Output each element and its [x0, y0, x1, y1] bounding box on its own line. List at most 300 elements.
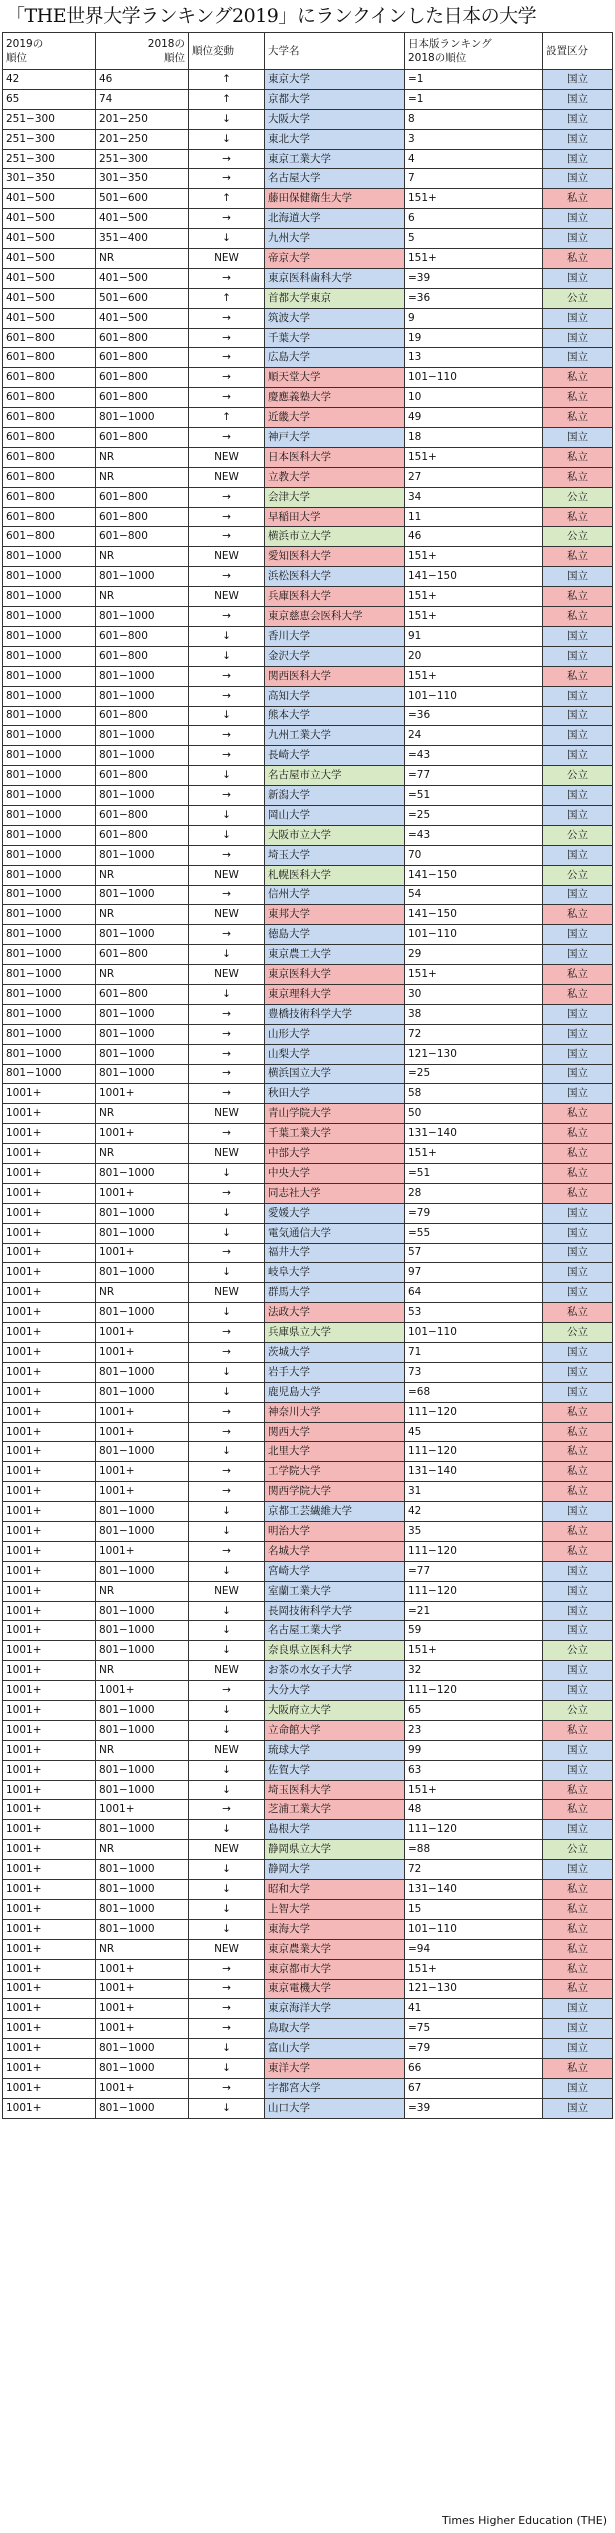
cell-establishment-type: 私立 [543, 1800, 613, 1820]
cell-rank-2018: NR [96, 1661, 189, 1681]
cell-establishment-type: 国立 [543, 308, 613, 328]
cell-establishment-type: 私立 [543, 408, 613, 428]
cell-rank-2018: 601−800 [96, 527, 189, 547]
cell-rank-2018: 1001+ [96, 1183, 189, 1203]
cell-university-name: 昭和大学 [265, 1880, 405, 1900]
cell-university-name: 横浜国立大学 [265, 1064, 405, 1084]
cell-university-name: 東京医科大学 [265, 965, 405, 985]
cell-university-name: 東京工業大学 [265, 149, 405, 169]
cell-japan-rank-2018: 4 [405, 149, 543, 169]
cell-rank-2019: 1001+ [3, 1840, 96, 1860]
cell-japan-rank-2018: 24 [405, 726, 543, 746]
cell-rank-2018: 601−800 [96, 945, 189, 965]
cell-university-name: 東京海洋大学 [265, 1999, 405, 2019]
header-university-name: 大学名 [265, 33, 405, 70]
cell-rank-change: → [189, 567, 265, 587]
cell-rank-2018: 1001+ [96, 1243, 189, 1263]
cell-rank-change: ↓ [189, 2039, 265, 2059]
table-row [3, 626, 613, 646]
cell-rank-change: ↓ [189, 945, 265, 965]
cell-rank-2019: 1001+ [3, 1402, 96, 1422]
table-row [3, 766, 613, 786]
table-row [3, 646, 613, 666]
cell-rank-2019: 1001+ [3, 1999, 96, 2019]
cell-university-name: 鳥取大学 [265, 2019, 405, 2039]
cell-university-name: 岡山大学 [265, 805, 405, 825]
table-row [3, 1124, 613, 1144]
cell-rank-2018: 801−1000 [96, 726, 189, 746]
cell-japan-rank-2018: 10 [405, 388, 543, 408]
cell-establishment-type: 私立 [543, 607, 613, 627]
cell-university-name: 名城大学 [265, 1541, 405, 1561]
cell-japan-rank-2018: 131−140 [405, 1880, 543, 1900]
header-rank-2019: 2019の 順位 [3, 33, 96, 70]
cell-establishment-type: 国立 [543, 1860, 613, 1880]
cell-establishment-type: 国立 [543, 348, 613, 368]
cell-rank-2018: 801−1000 [96, 885, 189, 905]
cell-rank-2019: 42 [3, 70, 96, 90]
cell-rank-change: → [189, 527, 265, 547]
cell-rank-change: → [189, 925, 265, 945]
cell-japan-rank-2018: 41 [405, 1999, 543, 2019]
table-row [3, 408, 613, 428]
cell-rank-change: → [189, 388, 265, 408]
cell-university-name: 立命館大学 [265, 1720, 405, 1740]
cell-rank-2018: 801−1000 [96, 2039, 189, 2059]
cell-rank-2019: 1001+ [3, 1343, 96, 1363]
cell-rank-2019: 601−800 [3, 328, 96, 348]
table-row [3, 2098, 613, 2118]
cell-establishment-type: 私立 [543, 1303, 613, 1323]
cell-japan-rank-2018: 73 [405, 1362, 543, 1382]
cell-rank-change: → [189, 1422, 265, 1442]
cell-rank-2018: 801−1000 [96, 1621, 189, 1641]
cell-university-name: 大阪大学 [265, 109, 405, 129]
cell-establishment-type: 国立 [543, 1502, 613, 1522]
cell-establishment-type: 公立 [543, 865, 613, 885]
cell-rank-change: → [189, 845, 265, 865]
cell-university-name: 中部大学 [265, 1144, 405, 1164]
cell-rank-2018: 801−1000 [96, 1820, 189, 1840]
cell-japan-rank-2018: 131−140 [405, 1462, 543, 1482]
cell-rank-2018: 801−1000 [96, 567, 189, 587]
cell-japan-rank-2018: =79 [405, 2039, 543, 2059]
cell-university-name: 東京慈恵会医科大学 [265, 607, 405, 627]
cell-establishment-type: 私立 [543, 965, 613, 985]
cell-rank-2018: NR [96, 1740, 189, 1760]
cell-rank-2018: 801−1000 [96, 1502, 189, 1522]
cell-japan-rank-2018: 18 [405, 428, 543, 448]
table-row [3, 2078, 613, 2098]
cell-university-name: 富山大学 [265, 2039, 405, 2059]
cell-rank-2018: 1001+ [96, 1323, 189, 1343]
cell-rank-2019: 801−1000 [3, 905, 96, 925]
cell-university-name: 豊橋技術科学大学 [265, 1004, 405, 1024]
cell-establishment-type: 私立 [543, 1880, 613, 1900]
cell-rank-2018: 1001+ [96, 1999, 189, 2019]
cell-rank-2019: 301−350 [3, 169, 96, 189]
cell-rank-change: ↓ [189, 1780, 265, 1800]
cell-japan-rank-2018: 35 [405, 1522, 543, 1542]
cell-university-name: 千葉大学 [265, 328, 405, 348]
cell-establishment-type: 私立 [543, 1402, 613, 1422]
cell-rank-change: NEW [189, 1661, 265, 1681]
cell-rank-change: NEW [189, 905, 265, 925]
cell-establishment-type: 国立 [543, 1362, 613, 1382]
cell-establishment-type: 私立 [543, 1124, 613, 1144]
table-body [3, 70, 613, 2119]
cell-rank-2019: 801−1000 [3, 547, 96, 567]
cell-rank-2019: 1001+ [3, 1283, 96, 1303]
cell-rank-change: ↓ [189, 1303, 265, 1323]
cell-rank-2018: 801−1000 [96, 925, 189, 945]
cell-rank-2019: 1001+ [3, 1243, 96, 1263]
cell-establishment-type: 私立 [543, 1482, 613, 1502]
table-row [3, 70, 613, 90]
cell-university-name: 千葉工業大学 [265, 1124, 405, 1144]
cell-japan-rank-2018: 111−120 [405, 1681, 543, 1701]
cell-japan-rank-2018: 46 [405, 527, 543, 547]
cell-rank-2018: 801−1000 [96, 1263, 189, 1283]
cell-university-name: 北里大学 [265, 1442, 405, 1462]
cell-rank-2018: 801−1000 [96, 1919, 189, 1939]
cell-rank-2018: 801−1000 [96, 1522, 189, 1542]
cell-rank-change: → [189, 1084, 265, 1104]
cell-japan-rank-2018: 54 [405, 885, 543, 905]
cell-rank-change: ↑ [189, 288, 265, 308]
cell-rank-2019: 801−1000 [3, 766, 96, 786]
cell-establishment-type: 私立 [543, 1442, 613, 1462]
cell-rank-2019: 801−1000 [3, 965, 96, 985]
cell-rank-change: ↓ [189, 1263, 265, 1283]
cell-rank-2018: 601−800 [96, 428, 189, 448]
cell-university-name: 順天堂大学 [265, 368, 405, 388]
cell-rank-2018: 601−800 [96, 368, 189, 388]
cell-rank-2018: 801−1000 [96, 1880, 189, 1900]
cell-establishment-type: 国立 [543, 885, 613, 905]
table-row [3, 587, 613, 607]
cell-establishment-type: 国立 [543, 845, 613, 865]
cell-rank-2018: NR [96, 547, 189, 567]
cell-establishment-type: 国立 [543, 1561, 613, 1581]
cell-university-name: 関西学院大学 [265, 1482, 405, 1502]
cell-japan-rank-2018: 151+ [405, 587, 543, 607]
cell-university-name: 室蘭工業大学 [265, 1581, 405, 1601]
cell-japan-rank-2018: 111−120 [405, 1581, 543, 1601]
cell-university-name: 慶應義塾大学 [265, 388, 405, 408]
table-row [3, 1104, 613, 1124]
cell-rank-change: ↑ [189, 408, 265, 428]
cell-rank-change: ↓ [189, 1919, 265, 1939]
cell-japan-rank-2018: 72 [405, 1024, 543, 1044]
table-row [3, 845, 613, 865]
cell-establishment-type: 国立 [543, 109, 613, 129]
table-row [3, 1163, 613, 1183]
cell-rank-2019: 801−1000 [3, 646, 96, 666]
cell-rank-change: → [189, 1243, 265, 1263]
cell-rank-2019: 801−1000 [3, 567, 96, 587]
cell-japan-rank-2018: 49 [405, 408, 543, 428]
cell-rank-change: → [189, 1402, 265, 1422]
cell-rank-2018: 601−800 [96, 487, 189, 507]
cell-establishment-type: 国立 [543, 626, 613, 646]
cell-establishment-type: 私立 [543, 1522, 613, 1542]
cell-rank-2019: 1001+ [3, 1462, 96, 1482]
table-row [3, 1641, 613, 1661]
cell-establishment-type: 国立 [543, 786, 613, 806]
table-row [3, 1323, 613, 1343]
cell-university-name: 早稲田大学 [265, 507, 405, 527]
cell-japan-rank-2018: 151+ [405, 965, 543, 985]
cell-university-name: 工学院大学 [265, 1462, 405, 1482]
table-row [3, 965, 613, 985]
cell-establishment-type: 国立 [543, 646, 613, 666]
table-row [3, 686, 613, 706]
cell-rank-2018: 351−400 [96, 229, 189, 249]
cell-japan-rank-2018: =77 [405, 1561, 543, 1581]
cell-rank-2019: 1001+ [3, 1919, 96, 1939]
cell-japan-rank-2018: 151+ [405, 547, 543, 567]
cell-establishment-type: 私立 [543, 1144, 613, 1164]
cell-rank-2018: 1001+ [96, 2019, 189, 2039]
cell-japan-rank-2018: =39 [405, 268, 543, 288]
cell-establishment-type: 国立 [543, 686, 613, 706]
cell-university-name: 群馬大学 [265, 1283, 405, 1303]
cell-establishment-type: 公立 [543, 766, 613, 786]
cell-rank-2019: 1001+ [3, 1959, 96, 1979]
cell-rank-change: NEW [189, 587, 265, 607]
cell-rank-change: → [189, 487, 265, 507]
cell-rank-2019: 801−1000 [3, 726, 96, 746]
table-row [3, 527, 613, 547]
cell-japan-rank-2018: 151+ [405, 189, 543, 209]
cell-rank-2018: 601−800 [96, 646, 189, 666]
cell-rank-change: ↓ [189, 805, 265, 825]
cell-rank-change: ↓ [189, 109, 265, 129]
table-row [3, 1740, 613, 1760]
cell-establishment-type: 国立 [543, 1760, 613, 1780]
cell-japan-rank-2018: =94 [405, 1939, 543, 1959]
table-row [3, 1661, 613, 1681]
cell-rank-2018: 1001+ [96, 1124, 189, 1144]
cell-rank-change: ↓ [189, 1522, 265, 1542]
cell-japan-rank-2018: 29 [405, 945, 543, 965]
table-row [3, 388, 613, 408]
table-row [3, 1502, 613, 1522]
table-row [3, 209, 613, 229]
table-row [3, 567, 613, 587]
cell-rank-2019: 1001+ [3, 1740, 96, 1760]
cell-japan-rank-2018: =1 [405, 89, 543, 109]
table-row [3, 1621, 613, 1641]
cell-university-name: 徳島大学 [265, 925, 405, 945]
cell-establishment-type: 私立 [543, 1104, 613, 1124]
table-row [3, 1860, 613, 1880]
cell-establishment-type: 私立 [543, 547, 613, 567]
cell-japan-rank-2018: 101−110 [405, 1323, 543, 1343]
cell-rank-2019: 1001+ [3, 1482, 96, 1502]
cell-establishment-type: 国立 [543, 1044, 613, 1064]
cell-rank-2018: 301−350 [96, 169, 189, 189]
cell-japan-rank-2018: =79 [405, 1203, 543, 1223]
cell-university-name: 宇都宮大学 [265, 2078, 405, 2098]
cell-rank-2019: 1001+ [3, 1323, 96, 1343]
cell-rank-change: → [189, 1979, 265, 1999]
cell-rank-2018: NR [96, 1840, 189, 1860]
table-row [3, 308, 613, 328]
cell-university-name: 上智大学 [265, 1899, 405, 1919]
cell-rank-2019: 1001+ [3, 1760, 96, 1780]
cell-rank-2018: 801−1000 [96, 1760, 189, 1780]
cell-rank-2019: 1001+ [3, 2078, 96, 2098]
cell-rank-change: ↓ [189, 1382, 265, 1402]
cell-establishment-type: 国立 [543, 1581, 613, 1601]
cell-rank-change: → [189, 1183, 265, 1203]
cell-rank-2018: NR [96, 1283, 189, 1303]
cell-japan-rank-2018: 50 [405, 1104, 543, 1124]
cell-japan-rank-2018: =51 [405, 1163, 543, 1183]
cell-establishment-type: 国立 [543, 2019, 613, 2039]
cell-rank-2018: 801−1000 [96, 786, 189, 806]
cell-university-name: 兵庫県立大学 [265, 1323, 405, 1343]
cell-establishment-type: 国立 [543, 746, 613, 766]
table-row [3, 1979, 613, 1999]
cell-establishment-type: 私立 [543, 587, 613, 607]
cell-rank-2019: 601−800 [3, 467, 96, 487]
cell-establishment-type: 私立 [543, 666, 613, 686]
cell-establishment-type: 国立 [543, 805, 613, 825]
cell-rank-2018: 601−800 [96, 626, 189, 646]
cell-japan-rank-2018: 58 [405, 1084, 543, 1104]
cell-university-name: 近畿大学 [265, 408, 405, 428]
cell-rank-2019: 1001+ [3, 1780, 96, 1800]
cell-rank-2019: 801−1000 [3, 1064, 96, 1084]
cell-rank-change: ↓ [189, 1720, 265, 1740]
cell-rank-2018: 601−800 [96, 805, 189, 825]
cell-university-name: 兵庫医科大学 [265, 587, 405, 607]
cell-japan-rank-2018: 121−130 [405, 1044, 543, 1064]
cell-establishment-type: 国立 [543, 328, 613, 348]
cell-rank-change: → [189, 348, 265, 368]
cell-rank-2019: 801−1000 [3, 925, 96, 945]
cell-rank-change: ↓ [189, 229, 265, 249]
cell-establishment-type: 国立 [543, 149, 613, 169]
cell-rank-change: → [189, 1999, 265, 2019]
cell-rank-2018: 601−800 [96, 507, 189, 527]
cell-rank-2018: 801−1000 [96, 2098, 189, 2118]
cell-rank-change: ↓ [189, 1621, 265, 1641]
cell-rank-2019: 1001+ [3, 1362, 96, 1382]
table-row [3, 169, 613, 189]
cell-university-name: 岐阜大学 [265, 1263, 405, 1283]
cell-rank-change: → [189, 507, 265, 527]
cell-rank-2018: 801−1000 [96, 1442, 189, 1462]
cell-university-name: 首都大学東京 [265, 288, 405, 308]
cell-rank-change: → [189, 1064, 265, 1084]
cell-university-name: 福井大学 [265, 1243, 405, 1263]
table-row [3, 1442, 613, 1462]
cell-japan-rank-2018: 101−110 [405, 925, 543, 945]
cell-japan-rank-2018: 99 [405, 1740, 543, 1760]
cell-rank-2019: 1001+ [3, 1144, 96, 1164]
cell-establishment-type: 私立 [543, 249, 613, 269]
ranking-table [2, 32, 613, 2119]
cell-rank-2018: 801−1000 [96, 1780, 189, 1800]
cell-establishment-type: 私立 [543, 2059, 613, 2079]
cell-rank-change: → [189, 169, 265, 189]
cell-japan-rank-2018: =77 [405, 766, 543, 786]
cell-rank-2019: 1001+ [3, 1382, 96, 1402]
cell-rank-change: ↓ [189, 825, 265, 845]
cell-rank-2018: 801−1000 [96, 1720, 189, 1740]
cell-rank-change: → [189, 726, 265, 746]
table-row [3, 2019, 613, 2039]
cell-japan-rank-2018: 20 [405, 646, 543, 666]
cell-establishment-type: 私立 [543, 368, 613, 388]
cell-rank-change: → [189, 2019, 265, 2039]
cell-rank-2018: NR [96, 587, 189, 607]
cell-establishment-type: 私立 [543, 1899, 613, 1919]
cell-japan-rank-2018: =39 [405, 2098, 543, 2118]
cell-establishment-type: 国立 [543, 1740, 613, 1760]
cell-establishment-type: 国立 [543, 229, 613, 249]
cell-rank-change: → [189, 666, 265, 686]
cell-establishment-type: 私立 [543, 1959, 613, 1979]
cell-japan-rank-2018: 6 [405, 209, 543, 229]
cell-university-name: 山形大学 [265, 1024, 405, 1044]
table-row [3, 487, 613, 507]
cell-japan-rank-2018: 31 [405, 1482, 543, 1502]
cell-university-name: 愛媛大学 [265, 1203, 405, 1223]
cell-establishment-type: 国立 [543, 1203, 613, 1223]
cell-rank-2018: NR [96, 905, 189, 925]
cell-rank-2018: 501−600 [96, 288, 189, 308]
cell-rank-change: ↓ [189, 1362, 265, 1382]
cell-university-name: 会津大学 [265, 487, 405, 507]
cell-establishment-type: 私立 [543, 189, 613, 209]
table-header-row [3, 33, 613, 70]
cell-establishment-type: 私立 [543, 1919, 613, 1939]
table-row [3, 1144, 613, 1164]
cell-establishment-type: 私立 [543, 905, 613, 925]
cell-rank-change: → [189, 149, 265, 169]
table-row [3, 268, 613, 288]
cell-establishment-type: 国立 [543, 1382, 613, 1402]
cell-rank-2018: 201−250 [96, 109, 189, 129]
cell-japan-rank-2018: 59 [405, 1621, 543, 1641]
cell-rank-change: ↓ [189, 1820, 265, 1840]
cell-rank-change: → [189, 1024, 265, 1044]
cell-rank-2018: 401−500 [96, 268, 189, 288]
table-row [3, 1899, 613, 1919]
cell-rank-change: ↓ [189, 1701, 265, 1721]
cell-rank-2019: 1001+ [3, 1979, 96, 1999]
cell-establishment-type: 国立 [543, 1004, 613, 1024]
table-row [3, 1541, 613, 1561]
cell-rank-2018: 501−600 [96, 189, 189, 209]
cell-rank-2018: 801−1000 [96, 845, 189, 865]
cell-rank-2018: 1001+ [96, 1979, 189, 1999]
cell-establishment-type: 私立 [543, 1979, 613, 1999]
cell-rank-2019: 251−300 [3, 149, 96, 169]
cell-rank-change: ↓ [189, 1760, 265, 1780]
table-row [3, 1681, 613, 1701]
cell-rank-2019: 1001+ [3, 1621, 96, 1641]
cell-japan-rank-2018: =25 [405, 805, 543, 825]
cell-rank-2019: 401−500 [3, 249, 96, 269]
cell-rank-change: → [189, 686, 265, 706]
cell-rank-change: → [189, 308, 265, 328]
